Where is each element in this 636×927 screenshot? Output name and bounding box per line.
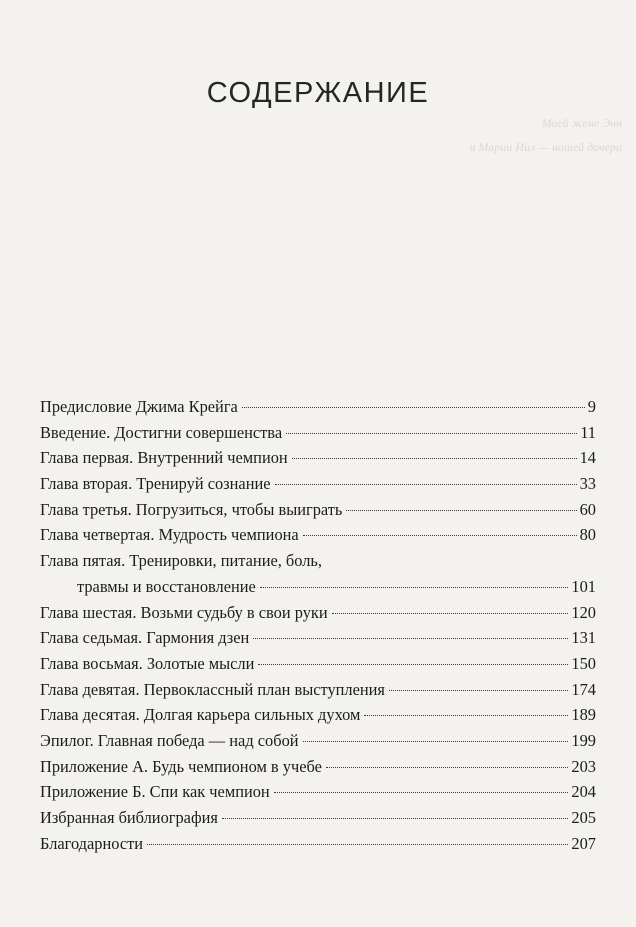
dot-leader bbox=[389, 690, 568, 691]
toc-entry bbox=[40, 522, 596, 548]
toc-entry-title: Приложение А. Будь чемпионом в учебе bbox=[40, 756, 322, 776]
dot-leader bbox=[303, 535, 577, 536]
toc-entry-title: Введение. Достигни совершенства bbox=[40, 422, 283, 442]
toc-page-number: 33 bbox=[579, 474, 596, 494]
toc-page-number: 204 bbox=[571, 782, 596, 802]
toc-entry bbox=[40, 445, 596, 471]
toc-entry-title: Глава девятая. Первоклассный план выступления bbox=[40, 679, 385, 699]
toc-entry-title: Предисловие Джима Крейга bbox=[40, 397, 238, 416]
toc-page-number: 203 bbox=[571, 756, 596, 776]
toc-page-number: 120 bbox=[571, 602, 596, 622]
toc-entry-title: Глава третья. Погрузиться, чтобы выиграть bbox=[40, 499, 343, 519]
dot-leader bbox=[275, 484, 577, 485]
dot-leader bbox=[147, 844, 568, 845]
dot-leader bbox=[253, 638, 568, 639]
dot-leader bbox=[332, 613, 569, 614]
toc-entry-title: травмы и восстановление bbox=[77, 576, 256, 596]
toc-page-number: 14 bbox=[579, 448, 596, 468]
toc-entry bbox=[40, 702, 596, 728]
toc-entry bbox=[40, 779, 596, 805]
toc-page-number: 80 bbox=[579, 525, 596, 545]
dot-leader bbox=[274, 792, 569, 793]
toc-entry bbox=[40, 677, 596, 703]
table-of-contents bbox=[40, 394, 596, 856]
toc-page-number: 131 bbox=[571, 628, 596, 648]
dot-leader bbox=[260, 587, 569, 588]
toc-entry-title: Глава десятая. Долгая карьера сильных духом bbox=[40, 705, 361, 725]
toc-entry bbox=[40, 728, 596, 754]
toc-entry bbox=[40, 394, 596, 420]
toc-page-number: 150 bbox=[571, 653, 596, 673]
dot-leader bbox=[242, 407, 585, 408]
toc-entry bbox=[40, 754, 596, 780]
toc-entry bbox=[40, 420, 596, 446]
toc-entry-title: Глава вторая. Тренируй сознание bbox=[40, 474, 271, 494]
toc-entry bbox=[40, 548, 596, 599]
toc-entry bbox=[40, 600, 596, 626]
toc-entry-title: Избранная библиография bbox=[40, 808, 218, 827]
toc-entry-title: Эпилог. Главная победа — над собой bbox=[40, 730, 299, 750]
toc-page-number: 207 bbox=[571, 833, 596, 853]
toc-page-number: 11 bbox=[580, 422, 596, 442]
toc-entry-title: Глава восьмая. Золотые мысли bbox=[40, 653, 255, 673]
dot-leader bbox=[292, 458, 577, 459]
dot-leader bbox=[326, 767, 569, 768]
toc-entry-title: Благодарности bbox=[40, 833, 144, 853]
dot-leader bbox=[303, 741, 569, 742]
toc-page-number: 189 bbox=[571, 705, 596, 725]
toc-entry-title: Глава шестая. Возьми судьбу в свои руки bbox=[40, 602, 328, 622]
toc-entry bbox=[40, 471, 596, 497]
toc-page-number: 101 bbox=[571, 576, 596, 596]
dot-leader bbox=[258, 664, 568, 665]
toc-entry-title: Глава седьмая. Гармония дзен bbox=[40, 628, 250, 648]
bleed-through-text: и Марии Нил — нашей дочери bbox=[469, 140, 622, 154]
toc-page-number: 199 bbox=[571, 730, 596, 750]
toc-entry bbox=[40, 651, 596, 677]
bleed-through-text: Моей жене Энн bbox=[541, 116, 622, 130]
dot-leader bbox=[364, 715, 568, 716]
dot-leader bbox=[346, 510, 576, 511]
toc-page-number: 60 bbox=[579, 499, 596, 519]
toc-entry-title: Глава четвертая. Мудрость чемпиона bbox=[40, 525, 299, 545]
toc-entry bbox=[40, 831, 596, 857]
page-title: СОДЕРЖАНИЕ bbox=[206, 77, 430, 110]
toc-page-number: 9 bbox=[587, 397, 596, 416]
toc-entry bbox=[40, 497, 596, 523]
dot-leader bbox=[286, 433, 577, 434]
toc-entry-title: Приложение Б. Спи как чемпион bbox=[40, 782, 270, 802]
toc-entry bbox=[40, 805, 596, 831]
toc-page-number: 174 bbox=[571, 679, 596, 699]
toc-entry-title-line1: Глава пятая. Тренировки, питание, боль, bbox=[40, 551, 323, 571]
dot-leader bbox=[222, 818, 569, 819]
toc-entry bbox=[40, 625, 596, 651]
toc-entry-title: Глава первая. Внутренний чемпион bbox=[40, 448, 288, 468]
toc-page-number: 205 bbox=[571, 808, 596, 827]
